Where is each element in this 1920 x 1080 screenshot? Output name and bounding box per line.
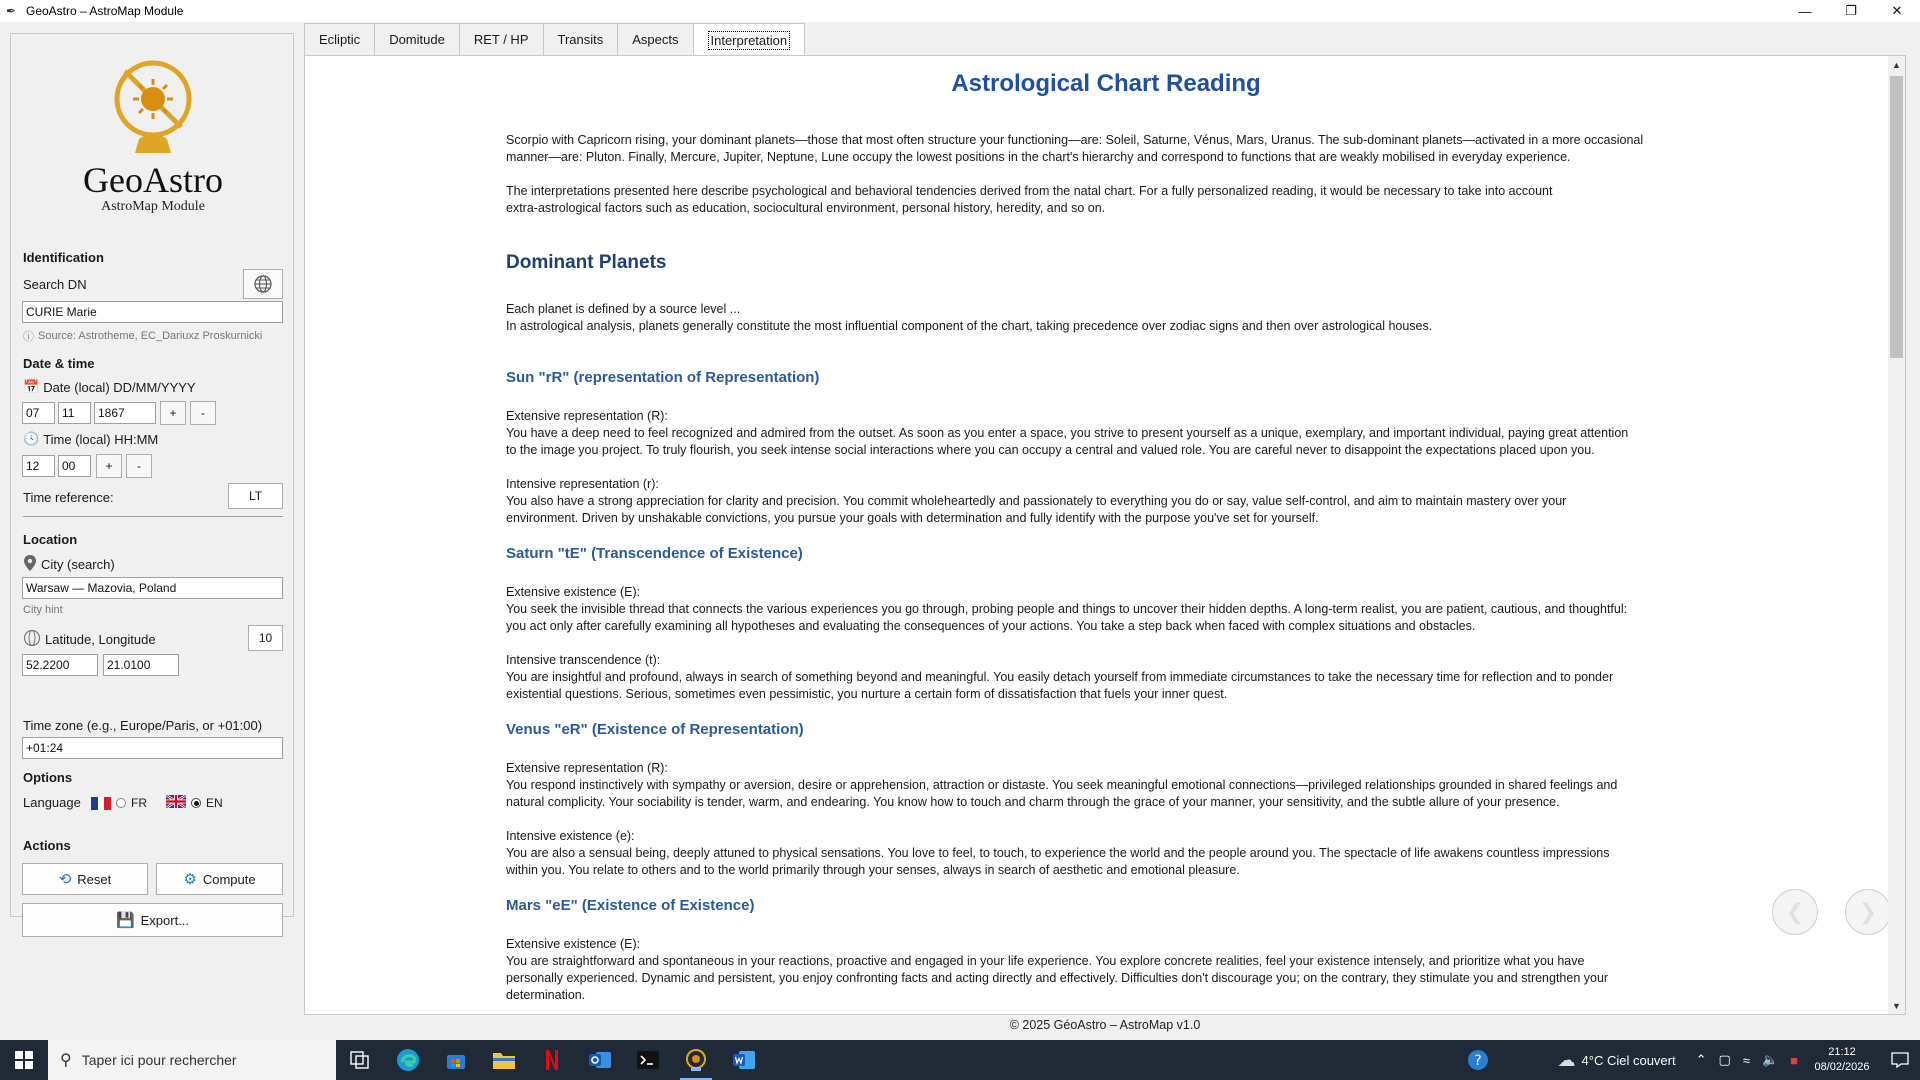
time-minus-button[interactable]: - [126, 454, 152, 478]
title-bar [0, 0, 1920, 22]
saturn-heading: Saturn "tE" (Transcendence of Existence) [506, 545, 803, 562]
export-label: Export... [140, 912, 190, 928]
latitude-input[interactable]: 52.2200 [22, 654, 98, 676]
time-reference-button[interactable]: LT [228, 483, 283, 509]
globe-icon [253, 274, 273, 294]
camera-icon[interactable]: ▢ [1718, 1052, 1731, 1067]
datetime-title: Date & time [23, 356, 95, 371]
intro-paragraph-2: The interpretations presented here describe psychological and behavioral tendencies derived from the natal chart. For a fully personalized reading, it would be necessary to take into account extra-astrological factors such as education, sociocultural environment, personal history, heredity, and so on. [506, 184, 1553, 215]
compute-button[interactable] [156, 863, 283, 895]
chevron-right-icon: ❯ [1858, 899, 1878, 924]
search-dn-label: Search DN [23, 277, 87, 292]
date-label-text: Date (local) DD/MM/YYYY [43, 379, 196, 395]
map-pin-icon [23, 554, 37, 575]
logo-brand: GeoAstro [83, 160, 223, 200]
sun-heading: Sun "rR" (representation of Representation) [506, 369, 820, 386]
language-label: Language [23, 795, 81, 810]
tab-ecliptic[interactable]: Ecliptic [304, 23, 375, 55]
tab-aspects[interactable]: Aspects [617, 23, 693, 55]
windows-start-button[interactable] [0, 1040, 48, 1080]
gear-icon: ⚙ [183, 871, 197, 888]
minimize-button[interactable]: — [1798, 3, 1812, 19]
date-label [23, 379, 196, 395]
page-title: Astrological Chart Reading [951, 70, 1261, 97]
time-label-text: Time (local) HH:MM [43, 431, 159, 447]
date-plus-button[interactable]: + [160, 401, 186, 425]
location-title: Location [23, 532, 78, 547]
window-title: GeoAstro – AstroMap Module [26, 4, 184, 18]
language-options [91, 795, 223, 811]
tab-interpretation[interactable] [693, 23, 806, 56]
actions-title: Actions [23, 838, 71, 853]
tab-bar [304, 23, 804, 55]
timezone-input[interactable]: +01:24 [22, 737, 283, 759]
terminal-icon[interactable] [624, 1040, 672, 1080]
previous-page-button[interactable] [1772, 889, 1818, 935]
time-label [23, 431, 158, 447]
help-icon[interactable] [1458, 1040, 1498, 1080]
action-center-icon[interactable] [1880, 1040, 1920, 1080]
time-plus-button[interactable]: + [96, 454, 122, 478]
calendar-icon: 📅 [23, 379, 40, 394]
clock-icon: 🕓 [23, 431, 40, 446]
svg-text:?: ? [1473, 1053, 1482, 1069]
scroll-down-icon[interactable]: ▼ [1892, 1000, 1901, 1011]
name-input[interactable]: CURIE Marie [22, 301, 283, 323]
reset-button[interactable] [22, 863, 148, 895]
scroll-up-icon[interactable]: ▲ [1892, 59, 1901, 70]
minute-input[interactable]: 00 [58, 455, 91, 477]
saturn-extensive-paragraph: Extensive existence (E): You seek the invisible thread that connects the various experiences you go through, probing people and things to uncover their hidden depths. A long-term realist, you are patient, cautious, and thoughtful: you act only after carefully examining all hypotheses and evaluating the consequences of your actions. You take a step back when faced with complex situations and obstacles. [506, 585, 1628, 633]
en-radio[interactable] [191, 798, 201, 808]
save-icon: 💾 [115, 912, 135, 929]
mars-extensive-paragraph: Extensive existence (E): You are straightforward and spontaneous in your reactions, proactive and engaged in your life experience. You explore concrete realities, feel your existence intensely, and prioritize what you have personally experienced. Dynamic and persistent, you enjoy confronting facts and acting directly and effectively. Difficulties don't discourage you; on the contrary, they stimulate you and strengthen your determination. [506, 937, 1609, 1002]
saturn-intensive-paragraph: Intensive transcendence (t): You are insightful and profound, always in search of something beyond and meaningful. You easily detach yourself from immediate circumstances to take the necessary time for reflection and to ponder existential questions. Serious, sometimes even pessimistic, you nurture a certain form of dissatisfaction that fuels your inner quest. [506, 653, 1614, 701]
latlon-label [23, 629, 156, 650]
venus-extensive-paragraph: Extensive representation (R): You respond instinctively with sympathy or aversion, desire or apprehension, attraction or distaste. You seek meaningful emotional connections—privileged relationships grounded in shared feelings and natural complicity. Your sociability is tender, warm, and endearing. You know how to touch and charm through the grace of your manner, your sensitivity, and the subtle allure of your presence. [506, 761, 1618, 809]
latlon-precision-button[interactable]: 10 [248, 625, 283, 651]
clock-time: 21:12 [1828, 1046, 1856, 1058]
tab-domitude[interactable]: Domitude [374, 23, 460, 55]
hour-input[interactable]: 12 [22, 455, 55, 477]
taskbar-search[interactable] [48, 1040, 336, 1080]
en-label[interactable]: EN [206, 796, 223, 810]
left-panel [10, 33, 294, 929]
month-input[interactable]: 11 [58, 402, 91, 424]
source-hint [23, 328, 262, 344]
logo [11, 59, 295, 215]
reset-label: Reset [77, 871, 112, 887]
export-button[interactable] [22, 903, 283, 937]
refresh-icon: ⟲ [58, 871, 72, 888]
chevron-left-icon: ❮ [1785, 899, 1805, 924]
armillary-logo-icon [111, 59, 195, 159]
timezone-label: Time zone (e.g., Europe/Paris, or +01:00) [23, 718, 263, 733]
geoastro-app-icon[interactable] [672, 1040, 720, 1080]
identification-title: Identification [23, 250, 104, 265]
logo-subtitle: AstroMap Module [101, 199, 205, 214]
search-icon: ⚲ [60, 1052, 72, 1069]
window-controls [1782, 0, 1920, 22]
wifi-icon[interactable]: ≈ [1742, 1052, 1750, 1068]
close-button[interactable]: ✕ [1891, 3, 1903, 18]
city-hint: City hint [23, 604, 63, 616]
options-title: Options [23, 770, 73, 785]
longitude-input[interactable]: 21.0100 [103, 654, 179, 676]
tab-transits[interactable]: Transits [543, 23, 619, 55]
tab-interpretation-label: Interpretation [708, 31, 791, 50]
edge-browser-icon[interactable] [384, 1040, 432, 1080]
file-explorer-icon[interactable] [480, 1040, 528, 1080]
task-view-icon[interactable] [336, 1040, 384, 1080]
clock[interactable] [1804, 1045, 1880, 1075]
venus-intensive-paragraph: Intensive existence (e): You are also a sensual being, deeply attuned to physical sensations. You love to feel, to touch, to experience the world and the people around you. The spectacle of life awakens countless impressions within you. You relate to others and to the world primarily through your senses, always in search of aesthetic and emotional pleasure. [506, 829, 1610, 877]
intro-paragraph-1: Scorpio with Capricorn rising, your dominant planets—those that most often structure your functioning—are: Soleil, Saturne, Vénus, Mars, Uranus. The sub-dominant planets—activated in a more occasional manner—are: Pluton. Finally, Mercure, Jupiter, Neptune, Lune occupy the lowest positions in the chart's hierarchy and correspond to functions that are weakly mobilised in everyday experience. [506, 133, 1644, 164]
taskbar-search-placeholder: Taper ici pour rechercher [81, 1052, 237, 1068]
volume-icon[interactable]: 🔈 [1761, 1052, 1779, 1067]
city-label [23, 554, 115, 575]
france-flag-icon [91, 797, 111, 810]
next-page-button[interactable] [1845, 889, 1891, 935]
mars-heading: Mars "eE" (Existence of Existence) [506, 897, 755, 914]
dominant-planets-heading: Dominant Planets [506, 252, 667, 273]
footer-copyright: © 2025 GéoAstro – AstroMap v1.0 [1009, 1018, 1201, 1032]
restore-button[interactable]: ❐ [1845, 3, 1857, 18]
city-label-text: City (search) [41, 557, 115, 572]
weather-text: 4°C Ciel couvert [1581, 1052, 1676, 1068]
chevron-up-icon[interactable]: ⌃ [1695, 1052, 1707, 1067]
weather-widget[interactable] [1558, 1050, 1676, 1071]
date-minus-button[interactable]: - [190, 401, 216, 425]
divider [23, 516, 283, 517]
interpretation-pane [304, 55, 1906, 1015]
city-input[interactable]: Warsaw — Mazovia, Poland [22, 577, 283, 599]
word-icon[interactable] [720, 1040, 768, 1080]
windows-logo-icon [15, 1051, 33, 1069]
globe-search-button[interactable] [243, 269, 283, 299]
venus-heading: Venus "eR" (Existence of Representation) [506, 721, 804, 738]
feather-icon: ✒ [6, 4, 17, 18]
scrollbar-thumb[interactable] [1890, 76, 1903, 358]
store-icon[interactable] [432, 1040, 480, 1080]
info-icon: ⓘ [23, 331, 34, 343]
uk-flag-icon [166, 795, 186, 811]
latlon-globe-icon [23, 629, 41, 650]
source-text: Source: Astrotheme, EC_Dariuxz Proskurnicki [38, 330, 263, 342]
latlon-label-text: Latitude, Longitude [45, 632, 156, 647]
taskbar [0, 1040, 1920, 1080]
year-input[interactable]: 1867 [94, 402, 156, 424]
clock-date: 08/02/2026 [1814, 1061, 1870, 1073]
time-reference-label: Time reference: [23, 490, 114, 505]
tab-ret-hp[interactable]: RET / HP [459, 23, 544, 55]
cloudy-weather-icon: ☁ [1557, 1049, 1576, 1070]
fr-label[interactable]: FR [131, 796, 147, 810]
sun-intensive-paragraph: Intensive representation (r): You also have a strong appreciation for clarity and precision. You commit wholeheartedly and passionately to everything you do or say, value self-control, and aim to maintain mastery over your environment. Driven by unshakable convictions, you pursue your goals with determination and fully identify with the purpose you've set for yourself. [506, 477, 1567, 525]
dominant-planets-paragraph: Each planet is defined by a source level ... In astrological analysis, planets generally constitute the most influential component of the chart, taking precedence over zodiac signs and then over astrological houses. [506, 302, 1433, 333]
netflix-icon[interactable] [528, 1040, 576, 1080]
notification-app-icon[interactable]: ■ [1790, 1052, 1798, 1068]
outlook-icon[interactable] [576, 1040, 624, 1080]
compute-label: Compute [202, 871, 256, 887]
day-input[interactable]: 07 [22, 402, 55, 424]
fr-radio[interactable] [116, 798, 126, 808]
system-tray [1458, 1040, 1920, 1080]
sun-extensive-paragraph: Extensive representation (R): You have a deep need to feel recognized and admired from the outset. As soon as you enter a space, you strive to present yourself as a unique, exemplary, and important individual, paying great attention to the image you project. To truly flourish, you seek intense social interactions where you can occupy a central and valued role. You are careful never to disappoint the expectations placed upon you. [506, 409, 1629, 457]
vertical-scrollbar[interactable] [1888, 56, 1905, 1014]
